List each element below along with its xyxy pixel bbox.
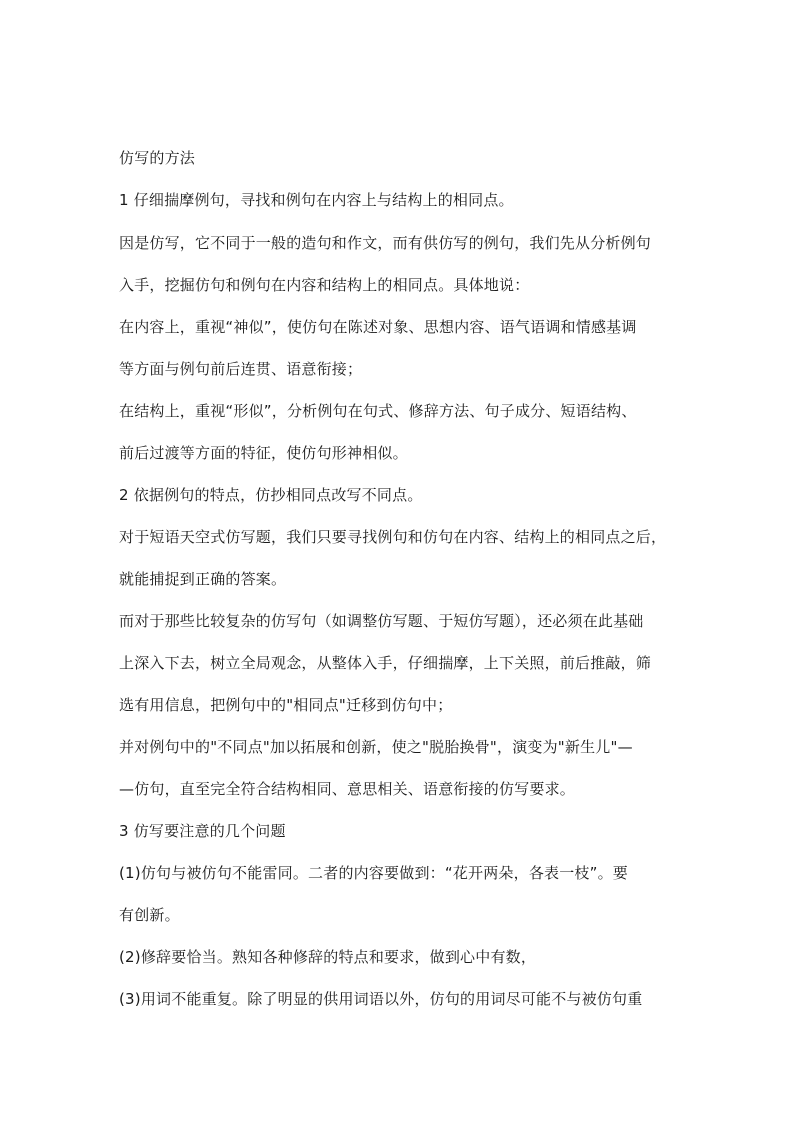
paragraph-line: 选有用信息，把例句中的"相同点"迁移到仿句中； (119, 696, 453, 714)
paragraph-line: 而对于那些比较复杂的仿写句（如调整仿写题、于短仿写题），还必须在此基础 (119, 612, 644, 630)
list-item-line: (1)仿句与被仿句不能雷同。二者的内容要做到：“花开两朵，各表一枝”。要 (119, 864, 628, 882)
list-item-line: 有创新。 (119, 906, 180, 924)
paragraph-line: 对于短语天空式仿写题，我们只要寻找例句和仿句在内容、结构上的相同点之后， (119, 528, 667, 546)
paragraph-line: 并对例句中的"不同点"加以拓展和创新，使之"脱胎换骨"，演变为"新生儿"— (119, 738, 633, 756)
paragraph-line: 上深入下去，树立全局观念，从整体入手，仔细揣摩，上下关照，前后推敲，筛 (119, 654, 652, 672)
paragraph-line: 在内容上，重视“神似”，使仿句在陈述对象、思想内容、语气语调和情感基调 (119, 318, 637, 336)
method-heading-3: 3 仿写要注意的几个问题 (119, 822, 286, 840)
paragraph-line: 在结构上，重视“形似”，分析例句在句式、修辞方法、句子成分、短语结构、 (119, 402, 637, 420)
section-title: 仿写的方法 (119, 149, 196, 167)
paragraph-line: 前后过渡等方面的特征，使仿句形神相似。 (119, 444, 408, 462)
list-item-line: (3)用词不能重复。除了明显的供用词语以外，仿句的用词尽可能不与被仿句重 (119, 990, 643, 1008)
method-heading-1: 1 仔细揣摩例句，寻找和例句在内容上与结构上的相同点。 (119, 191, 514, 209)
paragraph-line: 因是仿写，它不同于一般的造句和作文，而有供仿写的例句，我们先从分析例句 (119, 234, 652, 252)
method-heading-2: 2 依据例句的特点，仿抄相同点改写不同点。 (119, 486, 423, 504)
paragraph-line: 等方面与例句前后连贯、语意衔接； (119, 360, 363, 378)
paragraph-line: 就能捕捉到正确的答案。 (119, 570, 287, 588)
paragraph-line: 入手，挖掘仿句和例句在内容和结构上的相同点。具体地说： (119, 276, 530, 294)
paragraph-line: —仿句，直至完全符合结构相同、意思相关、语意衔接的仿写要求。 (119, 780, 576, 798)
list-item-line: (2)修辞要恰当。熟知各种修辞的特点和要求，做到心中有数， (119, 948, 537, 966)
